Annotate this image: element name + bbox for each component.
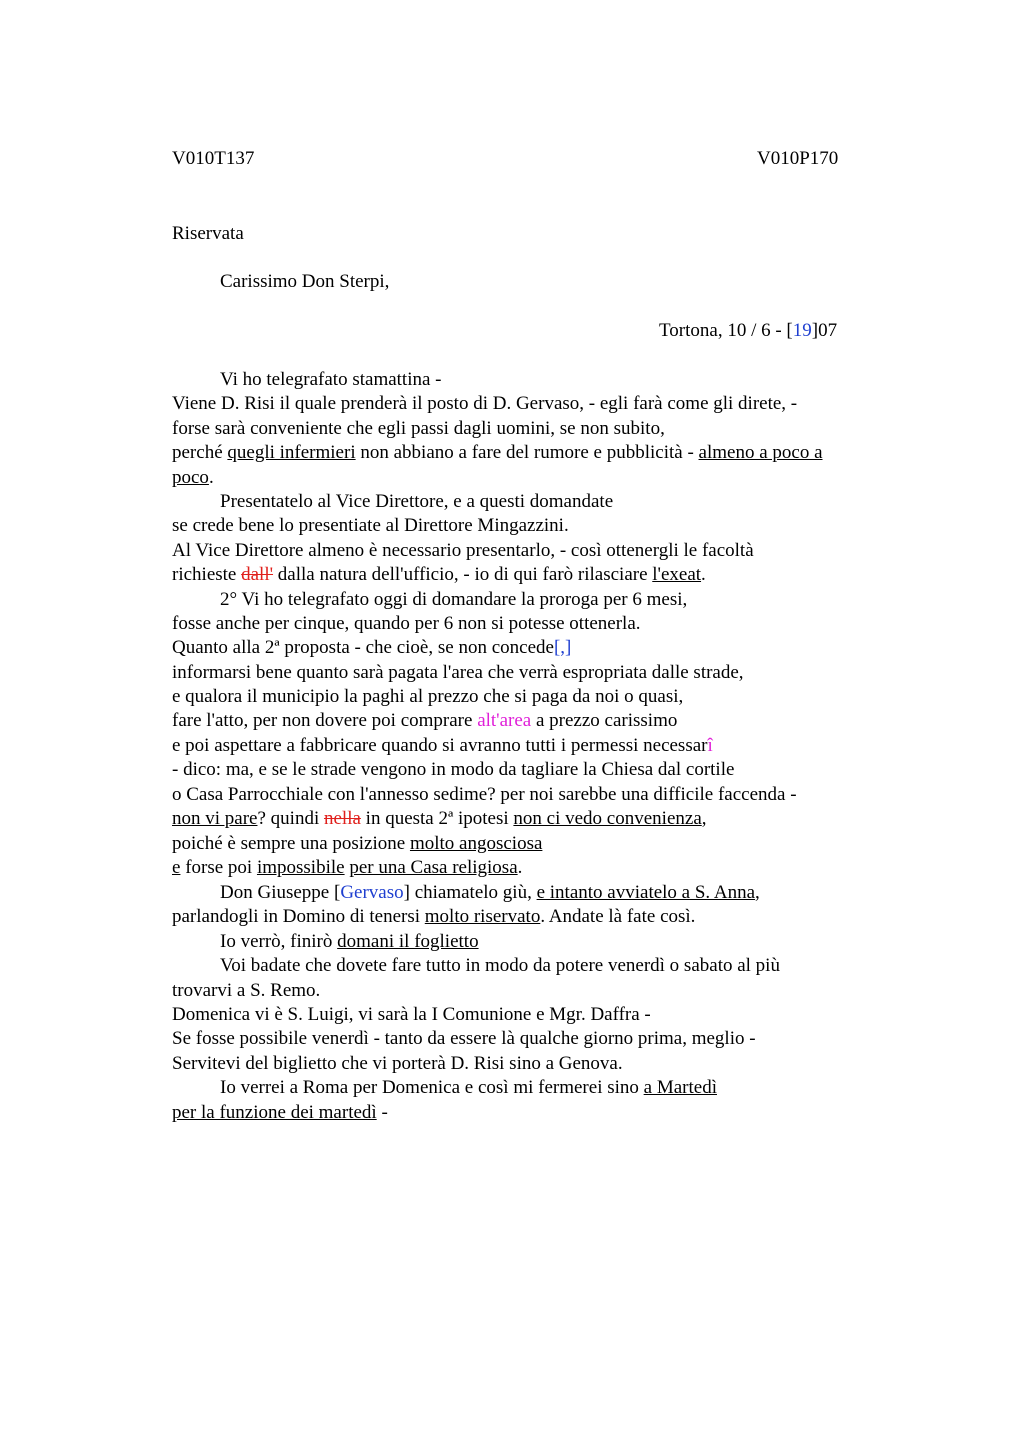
text-span: Io verrei a Roma per Domenica e così mi fermerei sino: [220, 1077, 644, 1098]
underlined-text: e intanto avviatelo a S. Anna: [536, 882, 756, 903]
text-line: Servitevi del biglietto che vi porterà D. Risi sino a Genova.: [172, 1053, 623, 1074]
underlined-text: l'exeat: [652, 564, 702, 585]
dateline-suffix: ]07: [811, 320, 838, 341]
deleted-text: nella: [323, 808, 361, 829]
editorial-text: Gervaso: [340, 882, 404, 903]
text-span: ] chiamatelo giù,: [403, 882, 537, 903]
text-line: [172, 564, 706, 586]
uncertain-text: î: [707, 735, 713, 756]
uncertain-text: alt'area: [477, 710, 532, 731]
text-line: - dico: ma, e se le strade vengono in modo da tagliare la Chiesa dal cortile: [172, 759, 735, 780]
underlined-text: molto riservato: [424, 906, 541, 927]
text-line: Voi badate che dovete fare tutto in modo da potere venerdì o sabato al più: [220, 955, 780, 976]
text-line: [172, 833, 542, 855]
text-span: perché: [172, 442, 228, 463]
dateline: [659, 320, 837, 342]
underlined-text: almeno a poco a: [698, 442, 823, 463]
text-span: ,: [701, 808, 707, 829]
text-span: poiché è sempre una posizione: [172, 833, 410, 854]
text-line: [220, 882, 760, 904]
text-span: e poi aspettare a fabbricare quando si avranno tutti i permessi necessar: [172, 735, 708, 756]
text-span: ? quindi: [257, 808, 324, 829]
text-line: [172, 808, 707, 830]
text-span: richieste: [172, 564, 242, 585]
text-line: [172, 637, 571, 659]
underlined-text: e: [172, 857, 181, 878]
text-line: se crede bene lo presentiate al Direttore Mingazzini.: [172, 515, 569, 536]
underlined-text: impossibile: [256, 857, 345, 878]
text-span: ,: [755, 882, 760, 903]
text-line: o Casa Parrocchiale con l'annesso sedime? per noi sarebbe una difficile faccenda -: [172, 784, 797, 805]
text-line: [172, 735, 713, 757]
text-line: [172, 442, 823, 464]
underlined-text: non ci vedo convenienza: [513, 808, 702, 829]
text-span: Quanto alla 2ª proposta - che cioè, se non concede: [172, 637, 554, 658]
underlined-text: quegli infermieri: [227, 442, 356, 463]
text-line: [220, 1077, 717, 1099]
underlined-text: domani il foglietto: [337, 931, 479, 952]
text-line: Se fosse possibile venerdì - tanto da essere là qualche giorno prima, meglio -: [172, 1028, 756, 1049]
text-line: [220, 931, 479, 953]
underlined-text: per la funzione dei martedì: [172, 1102, 377, 1123]
dateline-prefix: Tortona, 10 / 6 - [: [659, 320, 793, 341]
text-span: forse poi: [180, 857, 257, 878]
dateline-editorial: 19: [792, 320, 812, 341]
underlined-text: molto angosciosa: [409, 833, 543, 854]
underlined-text: a Martedì: [643, 1077, 717, 1098]
text-span: .: [208, 467, 214, 488]
text-line: [172, 710, 677, 732]
text-line: 2° Vi ho telegrafato oggi di domandare la proroga per 6 mesi,: [220, 589, 688, 610]
text-line: [172, 1102, 388, 1124]
text-span: dalla natura dell'ufficio, - io di qui farò rilasciare: [273, 564, 653, 585]
text-line: [172, 857, 522, 879]
text-span: Io verrò, finirò: [220, 931, 338, 952]
underlined-text: non vi pare: [172, 808, 258, 829]
text-span: . Andate là fate così.: [540, 906, 696, 927]
text-span: parlandogli in Domino di tenersi: [172, 906, 425, 927]
confidential-label: Riservata: [172, 223, 244, 244]
text-line: fosse anche per cinque, quando per 6 non si potesse ottenerla.: [172, 613, 641, 634]
text-span: non abbiano a fare del rumore e pubblicità -: [355, 442, 699, 463]
text-line: Domenica vi è S. Luigi, vi sarà la I Comunione e Mgr. Daffra -: [172, 1004, 651, 1025]
text-span: fare l'atto, per non dovere poi comprare: [172, 710, 478, 731]
text-line: [172, 467, 214, 489]
text-span: .: [701, 564, 706, 585]
text-span: Don Giuseppe [: [220, 882, 341, 903]
text-line: forse sarà conveniente che egli passi dagli uomini, se non subito,: [172, 418, 665, 439]
text-line: e qualora il municipio la paghi al prezzo che si paga da noi o quasi,: [172, 686, 684, 707]
text-line: Vi ho telegrafato stamattina -: [220, 369, 442, 390]
text-line: Viene D. Risi il quale prenderà il posto di D. Gervaso, - egli farà come gli direte, -: [172, 393, 798, 414]
text-line: Al Vice Direttore almeno è necessario presentarlo, - così ottenergli le facoltà: [172, 540, 754, 561]
header-right-code: V010P170: [757, 148, 839, 169]
text-span: in questa 2ª ipotesi: [360, 808, 514, 829]
text-line: informarsi bene quanto sarà pagata l'area che verrà espropriata dalle strade,: [172, 662, 744, 683]
text-line: Presentatelo al Vice Direttore, e a questi domandate: [220, 491, 614, 512]
deleted-text: dall': [241, 564, 274, 585]
text-line: trovarvi a S. Remo.: [172, 980, 321, 1001]
text-span: a prezzo carissimo: [531, 710, 678, 731]
text-span: .: [517, 857, 523, 878]
header-left-code: V010T137: [172, 148, 255, 169]
underlined-text: poco: [172, 467, 209, 488]
underlined-text: per una Casa religiosa: [349, 857, 518, 878]
text-line: [172, 906, 695, 928]
editorial-text: [,]: [553, 637, 572, 658]
text-span: -: [376, 1102, 388, 1123]
salutation: Carissimo Don Sterpi,: [220, 271, 390, 292]
